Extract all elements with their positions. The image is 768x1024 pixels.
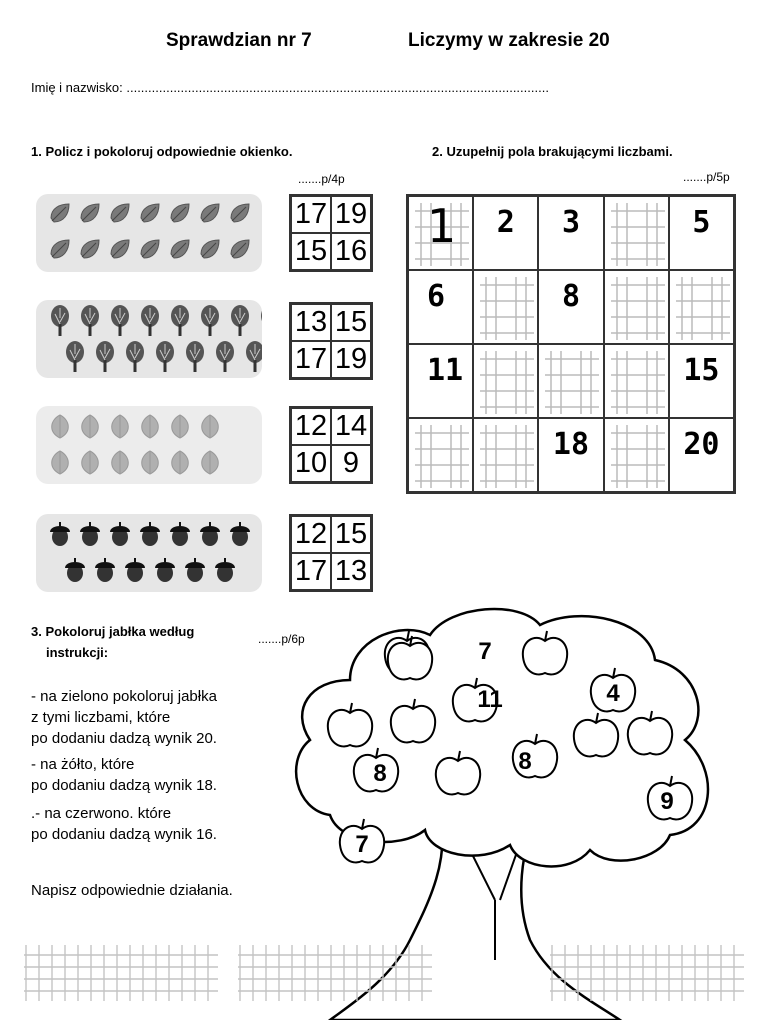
linden-leaf-icon: [202, 451, 219, 474]
tree-icon: [66, 341, 84, 372]
answer-option[interactable]: 19: [331, 341, 371, 378]
tree-icon: [171, 305, 189, 336]
acorn-icon: [170, 522, 190, 546]
leaf-icon: [201, 240, 219, 258]
tree-icon: [126, 341, 144, 372]
empty-cell[interactable]: [669, 270, 734, 344]
cell-number: 5: [692, 205, 711, 240]
name-field[interactable]: Imię i nazwisko: .....................................................................................................................: [31, 80, 549, 95]
acorn-icon: [140, 522, 160, 546]
leaf-icon: [51, 240, 69, 258]
instruction-red: .- na czerwono. które po dodaniu dadzą wynik 16.: [31, 805, 217, 843]
exercise2-points: .......p/5p: [683, 170, 730, 184]
answer-option[interactable]: 15: [331, 304, 371, 341]
cell-number: 8: [561, 279, 581, 314]
answer-option[interactable]: 17: [291, 341, 331, 378]
leaf-icon: [111, 240, 129, 258]
number-cell: [473, 196, 538, 270]
answer-option[interactable]: 13: [331, 553, 371, 590]
cell-number: 15: [683, 353, 720, 388]
writing-grid-1[interactable]: [24, 943, 218, 1003]
empty-cell[interactable]: [604, 270, 669, 344]
number-cell: [669, 196, 734, 270]
empty-cell[interactable]: [473, 418, 538, 492]
tree-icon: [111, 305, 129, 336]
leaf-icon: [111, 204, 129, 222]
leaf-icon: [141, 204, 159, 222]
writing-lines: [605, 197, 669, 270]
writing-lines: [474, 345, 538, 418]
tree-icon: [186, 341, 204, 372]
cell-number: 1: [427, 199, 457, 253]
number-table: [406, 194, 736, 494]
cell-number: 11: [427, 353, 464, 388]
acorn-icon: [215, 558, 235, 582]
acorn-icon: [80, 522, 100, 546]
number-cell: [538, 196, 603, 270]
tree-icon: [231, 305, 249, 336]
cell-number: 6: [427, 279, 446, 314]
linden-leaf-icon: [172, 451, 189, 474]
leaf-icon: [201, 204, 219, 222]
acorn-icon: [110, 522, 130, 546]
answer-option[interactable]: 12: [291, 408, 331, 445]
number-cell: [408, 196, 473, 270]
linden-leaves-panel: [36, 406, 262, 484]
apple-number: 11: [477, 686, 503, 713]
answer-option[interactable]: 16: [331, 233, 371, 270]
answer-option[interactable]: 10: [291, 445, 331, 482]
test-title: Sprawdzian nr 7: [166, 30, 312, 51]
instruction-yellow: - na żółto, które po dodaniu dadzą wynik 18.: [31, 756, 217, 794]
answer-option[interactable]: 17: [291, 553, 331, 590]
number-cell: [408, 270, 473, 344]
apple-number: 7: [478, 638, 492, 665]
number-cell: [538, 270, 603, 344]
linden-leaf-icon: [82, 415, 99, 438]
tree-icon: [156, 341, 174, 372]
cell-number: 20: [683, 427, 720, 462]
answer-option[interactable]: 14: [331, 408, 371, 445]
leaf-icon: [141, 240, 159, 258]
tree-icon: [96, 341, 114, 372]
exercise2-title: 2. Uzupełnij pola brakującymi liczbami.: [432, 144, 673, 159]
writing-lines: [670, 271, 734, 344]
exercise1-title: 1. Policz i pokoloruj odpowiednie okienko.: [31, 144, 293, 159]
empty-cell[interactable]: [604, 196, 669, 270]
writing-lines: [474, 271, 538, 344]
exercise3-points: .......p/6p: [258, 632, 305, 646]
answer-option[interactable]: 17: [291, 196, 331, 233]
writing-lines: [409, 419, 473, 492]
apple-number: 8: [373, 760, 387, 787]
linden-leaf-icon: [52, 451, 69, 474]
tree-icon: [261, 305, 262, 336]
number-cell: [538, 418, 603, 492]
leaf-icon: [231, 204, 249, 222]
linden-leaf-icon: [142, 415, 159, 438]
writing-lines: [539, 345, 603, 418]
tree-icon: [141, 305, 159, 336]
writing-lines: [605, 419, 669, 492]
answer-grid-3: [289, 406, 373, 484]
exercise1-points: .......p/4p: [298, 172, 345, 186]
tree-icon: [81, 305, 99, 336]
tree-icon: [201, 305, 219, 336]
number-cell: [408, 344, 473, 418]
answer-option[interactable]: 15: [331, 516, 371, 553]
acorn-icon: [185, 558, 205, 582]
answer-grid-2: [289, 302, 373, 380]
empty-cell[interactable]: [408, 418, 473, 492]
writing-grid-2[interactable]: [238, 943, 432, 1003]
exercise3-title: 3. Pokoloruj jabłka według: [31, 624, 195, 639]
linden-leaf-icon: [202, 415, 219, 438]
linden-leaf-icon: [52, 415, 69, 438]
answer-option[interactable]: 9: [331, 445, 371, 482]
write-prompt: Napisz odpowiednie działania.: [31, 882, 233, 899]
leaf-icon: [171, 204, 189, 222]
number-cell: [669, 418, 734, 492]
trees-panel: [36, 300, 262, 378]
answer-option[interactable]: 19: [331, 196, 371, 233]
linden-leaf-icon: [172, 415, 189, 438]
apple-number: 8: [518, 748, 532, 775]
linden-leaf-icon: [82, 451, 99, 474]
leaf-icon: [231, 240, 249, 258]
acorn-icon: [155, 558, 175, 582]
acorn-icon: [200, 522, 220, 546]
leaf-icon: [81, 240, 99, 258]
empty-cell[interactable]: [473, 344, 538, 418]
empty-cell[interactable]: [604, 344, 669, 418]
apple-number: 4: [606, 680, 620, 707]
acorn-icon: [65, 558, 85, 582]
linden-leaf-icon: [112, 451, 129, 474]
writing-grid-3[interactable]: [550, 943, 744, 1003]
acorn-icon: [95, 558, 115, 582]
acorns-panel: [36, 514, 262, 592]
topic-title: Liczymy w zakresie 20: [408, 30, 610, 51]
empty-cell[interactable]: [604, 418, 669, 492]
acorn-icon: [125, 558, 145, 582]
tree-icon: [51, 305, 69, 336]
answer-grid-1: [289, 194, 373, 272]
instruction-green: - na zielono pokoloruj jabłka z tymi liczbami, które po dodaniu dadzą wynik 20.: [31, 688, 217, 747]
writing-lines: [605, 271, 669, 344]
writing-lines: [605, 345, 669, 418]
empty-cell[interactable]: [538, 344, 603, 418]
leaf-icon: [81, 204, 99, 222]
leaf-icon: [171, 240, 189, 258]
writing-lines: [474, 419, 538, 492]
answer-option[interactable]: 13: [291, 304, 331, 341]
cell-number: 2: [496, 205, 515, 240]
empty-cell[interactable]: [473, 270, 538, 344]
apple-number: 7: [355, 831, 369, 858]
cell-number: 3: [561, 205, 581, 240]
leaves-panel: [36, 194, 262, 272]
tree-icon: [246, 341, 262, 372]
acorn-icon: [50, 522, 70, 546]
answer-grid-4: [289, 514, 373, 592]
number-cell: [669, 344, 734, 418]
tree-icon: [216, 341, 234, 372]
exercise3-title-cont: instrukcji:: [46, 645, 109, 660]
apple-number: 9: [660, 788, 674, 815]
leaf-icon: [51, 204, 69, 222]
answer-option[interactable]: 15: [291, 233, 331, 270]
acorn-icon: [230, 522, 250, 546]
cell-number: 18: [552, 427, 590, 462]
linden-leaf-icon: [112, 415, 129, 438]
linden-leaf-icon: [142, 451, 159, 474]
answer-option[interactable]: 12: [291, 516, 331, 553]
